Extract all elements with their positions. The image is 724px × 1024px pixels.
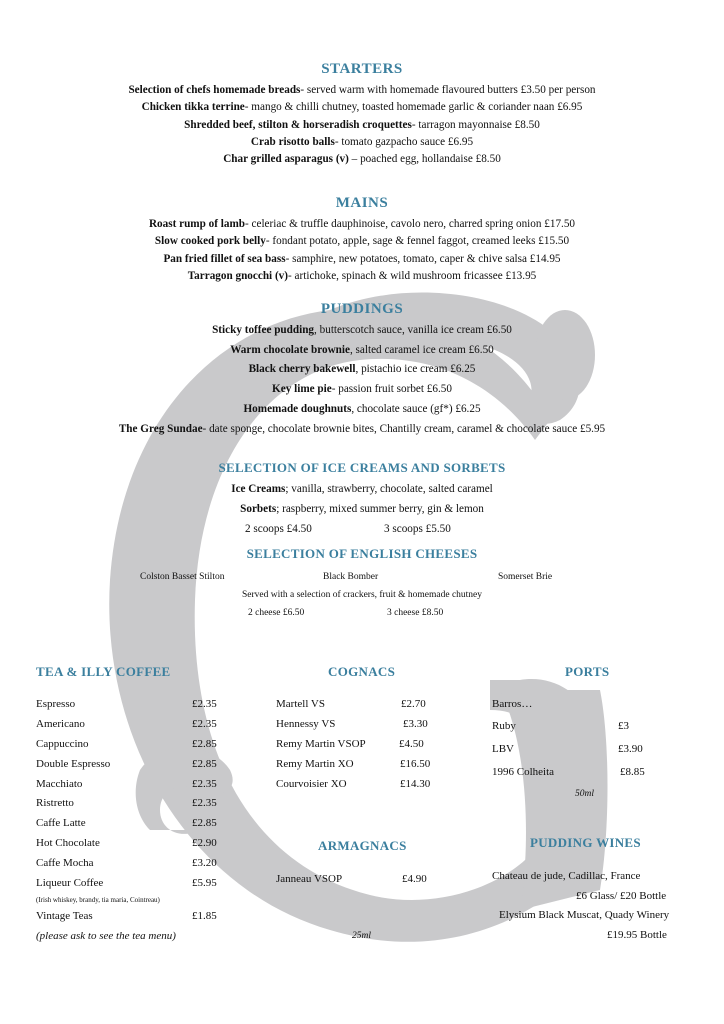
port-price: £8.85 bbox=[620, 766, 645, 778]
cognac-name: Martell VS bbox=[276, 698, 325, 710]
cognac-name: Courvoisier XO bbox=[276, 778, 347, 790]
cognac-name: Remy Martin XO bbox=[276, 758, 354, 770]
drink-price: £2.90 bbox=[192, 837, 217, 849]
pudding-item: The Greg Sundae- date sponge, chocolate brownie bites, Chantilly cream, caramel & chocolate sauce £5.95 bbox=[118, 423, 606, 435]
pudding-wine-name: Chateau de jude, Cadillac, France bbox=[492, 870, 641, 882]
cheese-item: Colston Basset Stilton bbox=[140, 572, 225, 582]
puddings-heading: PUDDINGS bbox=[320, 301, 404, 317]
drink-price: £5.95 bbox=[192, 877, 217, 889]
starters-heading: STARTERS bbox=[321, 61, 403, 77]
pudding-item: Black cherry bakewell, pistachio ice cream £6.25 bbox=[248, 363, 476, 375]
port-name: Ruby bbox=[492, 720, 516, 732]
drink-price: £3.20 bbox=[192, 857, 217, 869]
armagnac-measure: 25ml bbox=[352, 931, 371, 941]
sorbets-line: Sorbets; raspberry, mixed summer berry, gin & lemon bbox=[240, 503, 484, 515]
drink-name: Caffe Mocha bbox=[36, 857, 94, 869]
drink-name: Hot Chocolate bbox=[36, 837, 100, 849]
port-price: £3.90 bbox=[618, 743, 643, 755]
pudding-wines-heading: PUDDING WINES bbox=[530, 835, 641, 850]
cognacs-heading: COGNACS bbox=[328, 664, 396, 679]
port-name: 1996 Colheita bbox=[492, 766, 555, 778]
starter-item: Crab risotto balls- tomato gazpacho sauce £6.95 bbox=[250, 136, 474, 148]
port-price: £3 bbox=[618, 720, 629, 732]
ice-creams-line: Ice Creams; vanilla, strawberry, chocolate, salted caramel bbox=[231, 483, 493, 495]
drink-price: £2.35 bbox=[192, 718, 217, 730]
drink-price: £2.85 bbox=[192, 817, 217, 829]
main-item: Slow cooked pork belly- fondant potato, apple, sage & fennel faggot, creamed leeks £15.50 bbox=[154, 235, 570, 247]
pudding-item: Warm chocolate brownie, salted caramel ice cream £6.50 bbox=[230, 344, 494, 356]
drink-name: Liqueur Coffee bbox=[36, 877, 104, 889]
main-item: Pan fried fillet of sea bass- samphire, new potatoes, tomato, caper & chive salsa £14.95 bbox=[163, 253, 561, 265]
ports-heading: PORTS bbox=[565, 664, 610, 679]
vintage-teas-name: Vintage Teas bbox=[36, 910, 93, 922]
drink-name: Macchiato bbox=[36, 778, 83, 790]
starter-item: Char grilled asparagus (v) – poached egg, hollandaise £8.50 bbox=[223, 153, 501, 165]
ports-brand: Barros… bbox=[492, 698, 533, 710]
ice-price-2: 2 scoops £4.50 bbox=[245, 523, 312, 535]
drink-name: Ristretto bbox=[36, 797, 74, 809]
drink-name: Caffe Latte bbox=[36, 817, 86, 829]
cognac-price: £14.30 bbox=[400, 778, 431, 790]
pudding-item: Sticky toffee pudding, butterscotch sauce, vanilla ice cream £6.50 bbox=[212, 324, 512, 336]
cognac-price: £2.70 bbox=[401, 698, 426, 710]
cognac-price: £16.50 bbox=[400, 758, 431, 770]
vintage-teas-price: £1.85 bbox=[192, 910, 217, 922]
liqueur-coffee-note: (Irish whiskey, brandy, tia maria, Cointreau) bbox=[36, 896, 160, 904]
drink-name: Espresso bbox=[36, 698, 76, 710]
drink-price: £2.85 bbox=[192, 758, 217, 770]
armagnac-price: £4.90 bbox=[402, 873, 427, 885]
armagnac-name: Janneau VSOP bbox=[276, 873, 343, 885]
starter-item: Shredded beef, stilton & horseradish croquettes- tarragon mayonnaise £8.50 bbox=[184, 119, 540, 131]
cheese-served-note: Served with a selection of crackers, fruit & homemade chutney bbox=[241, 590, 483, 600]
ice-price-3: 3 scoops £5.50 bbox=[384, 523, 451, 535]
cognac-name: Remy Martin VSOP bbox=[276, 738, 366, 750]
cheese-item: Somerset Brie bbox=[498, 572, 553, 582]
cheese-price-3: 3 cheese £8.50 bbox=[387, 608, 444, 618]
port-name: LBV bbox=[492, 743, 514, 755]
cheese-price-2: 2 cheese £6.50 bbox=[248, 608, 305, 618]
tea-coffee-heading: TEA & ILLY COFFEE bbox=[36, 664, 171, 679]
main-item: Tarragon gnocchi (v)- artichoke, spinach & wild mushroom fricassee £13.95 bbox=[187, 270, 537, 282]
cheese-item: Black Bomber bbox=[323, 572, 379, 582]
pudding-item: Homemade doughnuts, chocolate sauce (gf*) £6.25 bbox=[243, 403, 481, 415]
pudding-item: Key lime pie- passion fruit sorbet £6.50 bbox=[272, 383, 452, 395]
mains-heading: MAINS bbox=[335, 195, 389, 211]
ice-creams-heading: SELECTION OF ICE CREAMS AND SORBETS bbox=[218, 460, 506, 475]
drink-name: Double Espresso bbox=[36, 758, 111, 770]
drink-name: Americano bbox=[36, 718, 85, 730]
drink-price: £2.35 bbox=[192, 797, 217, 809]
drink-name: Cappuccino bbox=[36, 738, 89, 750]
main-item: Roast rump of lamb- celeriac & truffle dauphinoise, cavolo nero, charred spring onion £17.50 bbox=[148, 218, 576, 230]
armagnacs-heading: ARMAGNACS bbox=[318, 838, 407, 853]
cognac-price: £4.50 bbox=[399, 738, 424, 750]
cheeses-heading: SELECTION OF ENGLISH CHEESES bbox=[246, 546, 478, 561]
tea-menu-note: (please ask to see the tea menu) bbox=[36, 930, 176, 942]
cognac-price: £3.30 bbox=[403, 718, 428, 730]
drink-price: £2.85 bbox=[192, 738, 217, 750]
starter-item: Chicken tikka terrine- mango & chilli chutney, toasted homemade garlic & coriander naan £6.95 bbox=[141, 101, 583, 113]
pudding-wine-price: £6 Glass/ £20 Bottle bbox=[576, 890, 667, 902]
drink-price: £2.35 bbox=[192, 698, 217, 710]
cognac-name: Hennessy VS bbox=[276, 718, 336, 730]
drink-price: £2.35 bbox=[192, 778, 217, 790]
starter-item: Selection of chefs homemade breads- served warm with homemade flavoured butters £3.50 per person bbox=[128, 84, 596, 96]
pudding-wine-price: £19.95 Bottle bbox=[607, 929, 667, 941]
pudding-wine-name: Elysium Black Muscat, Quady Winery bbox=[499, 909, 670, 921]
ports-measure: 50ml bbox=[575, 789, 594, 799]
